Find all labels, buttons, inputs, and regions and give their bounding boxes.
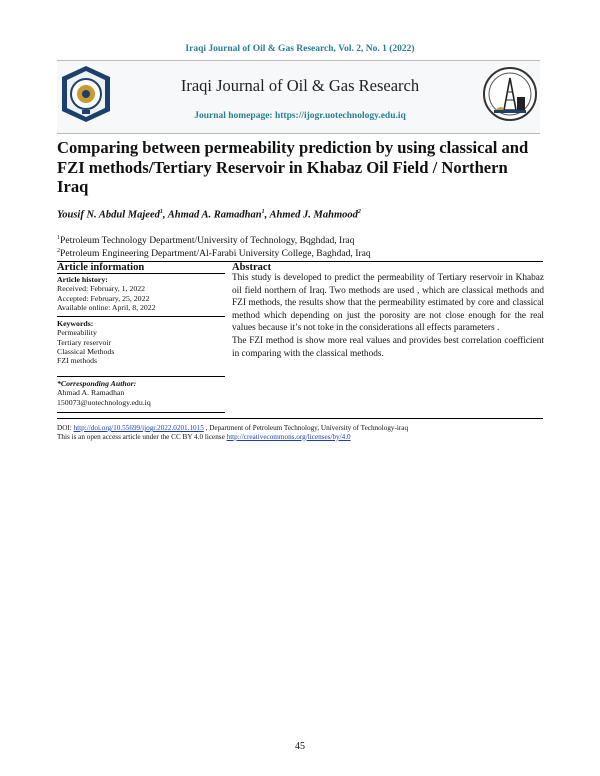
author-affil-marker: 2 (357, 209, 361, 215)
history-label: Article history: (57, 275, 108, 284)
keyword-item: Classical Methods (57, 346, 115, 356)
author-name: Ahmed J. Mahmood (269, 209, 358, 221)
license-link[interactable]: http://creativecommons.org/licenses/by/4.0 (226, 432, 351, 441)
page-number: 45 (295, 741, 305, 752)
doi-line (57, 424, 547, 433)
article-info-rule (57, 273, 225, 274)
doi-label: DOI: (57, 424, 74, 432)
corresponding-label: *Corresponding Author: (57, 379, 137, 388)
doi-license-block (57, 424, 547, 441)
running-head: Iraqi Journal of Oil & Gas Research, Vol. 2, No. 1 (2022) (185, 44, 415, 54)
license-line (57, 433, 547, 442)
doi-affiliation: , Department of Petroleum Technology, University of Technology-iraq (203, 424, 409, 432)
author-separator: , (264, 209, 270, 221)
article-info-heading: Article information (57, 262, 145, 273)
author-affil-marker: 1 (159, 209, 163, 215)
affiliation-text: Petroleum Engineering Department/Al-Farabi University College, Baghdad, Iraq (60, 248, 371, 260)
affiliation-marker: 1 (57, 235, 60, 241)
received-date: Received: February, 1, 2022 (57, 284, 146, 294)
available-date: Available online: April, 8, 2022 (57, 302, 156, 312)
journal-title: Iraqi Journal of Oil & Gas Research (180, 76, 420, 95)
oil-derrick-icon (482, 64, 538, 124)
keyword-item: Tertiary reservoir (57, 337, 112, 347)
license-text: This is an open access article under the CC BY 4.0 license (57, 432, 227, 441)
abstract-paragraph: The FZI method is show more real values and provides best correlation coefficient in comparing with the classical methods. (232, 335, 544, 359)
accepted-date: Accepted: February, 25, 2022 (57, 293, 150, 303)
corresponding-name: Ahmad A. Ramadhan (57, 388, 125, 398)
section-rule-bottom (57, 418, 543, 419)
doi-link[interactable]: http://doi.org/10.55699/ijogr.2022.0201.1015 (73, 424, 204, 432)
author-separator: , (162, 209, 168, 221)
abstract-paragraph: This study is developed to predict the permeability of Tertiary reservoir in Khabaz oil field northern of Iraq. Two methods are used , which are classical methods and FZI methods, the results show that the permeability estimated by core and classical method which depending on just the porosity are not close enough for the real values because it’s not toke in the considerations all effects parameters . (232, 273, 544, 334)
article-history (57, 275, 225, 312)
affiliation-marker: 2 (57, 248, 60, 254)
author-name: Ahmad A. Ramadhan (167, 209, 262, 221)
keywords-rule (57, 376, 225, 377)
corresponding-author (57, 379, 225, 407)
keywords-label: Keywords: (57, 319, 94, 328)
paper-title: Comparing between permeability prediction by using classical and FZI methods/Tertiary Reservoir in Khabaz Oil Field / Northern Iraq (57, 138, 529, 196)
author-list (57, 209, 537, 221)
abstract-body (232, 272, 544, 360)
keyword-item: Permeability (57, 328, 97, 338)
keyword-item: FZI methods (57, 356, 98, 366)
affiliation-2 (57, 248, 537, 259)
affiliation-1 (57, 235, 537, 246)
corresponding-email[interactable]: 150073@uotechnology.edu.iq (57, 397, 151, 407)
keywords-block (57, 319, 225, 365)
abstract-heading: Abstract (232, 262, 272, 273)
journal-homepage[interactable]: Journal homepage: https://ijogr.uotechnology.edu.iq (194, 111, 406, 121)
author-affil-marker: 1 (261, 209, 265, 215)
journal-header (57, 60, 540, 134)
affiliation-text: Petroleum Technology Department/University of Technology, Bqghdad, Iraq (60, 235, 355, 247)
author-name: Yousif N. Abdul Majeed (57, 209, 160, 221)
author-rule (57, 412, 225, 413)
history-rule (57, 316, 225, 317)
journal-logo (482, 64, 538, 124)
